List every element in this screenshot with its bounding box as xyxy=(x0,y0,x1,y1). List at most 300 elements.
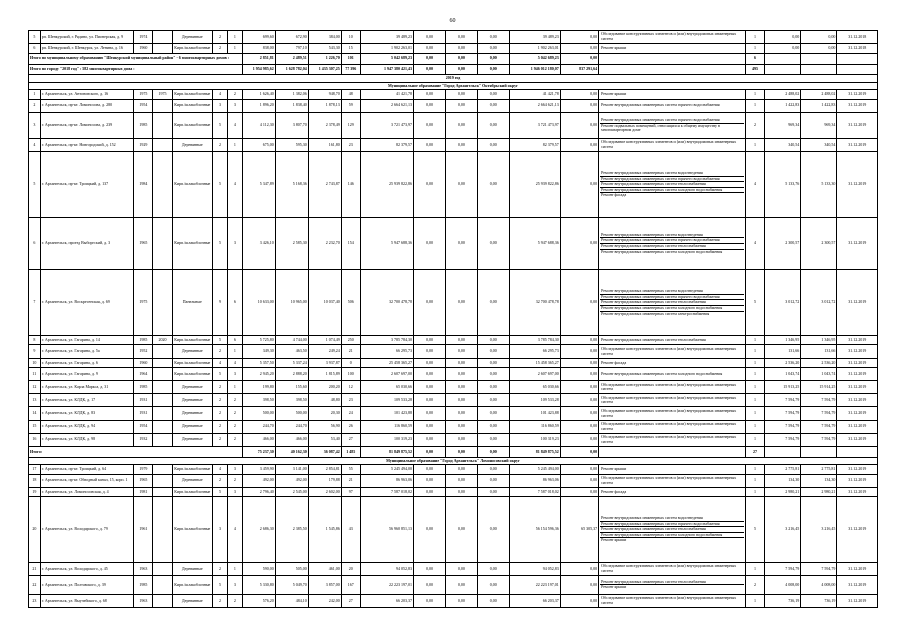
table-cell: 500,00 xyxy=(242,407,275,420)
table-cell: Кирп./шлакоблочные xyxy=(172,44,212,53)
table-cell: Кирп./шлакоблочные xyxy=(172,90,212,99)
table-cell: 1 946 012 180,07 xyxy=(509,64,560,75)
table-cell: 7 xyxy=(29,270,41,336)
table-cell: 1931 xyxy=(134,394,153,407)
table-cell xyxy=(153,575,172,594)
table-cell: 66 295,73 xyxy=(509,345,560,358)
table-cell: 82 379,57 xyxy=(509,138,560,151)
table-cell: 0,00 xyxy=(477,394,509,407)
table-cell: 41 421,78 xyxy=(509,90,560,99)
work-type: Ремонт внутридомовых инженерных систем теплоснабжения xyxy=(601,336,706,342)
table-cell: 0,00 xyxy=(445,407,477,420)
table-cell: 0,00 xyxy=(560,394,598,407)
work-types-cell xyxy=(599,217,746,270)
table-cell: Панельные xyxy=(172,270,212,336)
table-cell: 81 849 875,52 xyxy=(509,446,560,457)
table-cell: 2 xyxy=(213,407,228,420)
table-row xyxy=(29,217,878,270)
table-cell: 0,00 xyxy=(445,420,477,433)
table-cell xyxy=(837,446,878,457)
table-cell: 31.12.2019 xyxy=(837,112,878,138)
table-cell: 55 xyxy=(341,465,360,474)
work-type: Ремонт внутридомовых инженерных систем горячего водоснабжения xyxy=(600,294,744,300)
table-cell: 31.12.2019 xyxy=(837,381,878,394)
table-cell: 505,00 xyxy=(275,562,308,575)
table-cell: 0,00 xyxy=(560,474,598,487)
table-cell: 5 330,80 xyxy=(242,575,275,594)
table-row xyxy=(29,152,878,218)
table-cell: 1965 xyxy=(134,217,153,270)
table-cell: 41 421,78 xyxy=(360,90,413,99)
table-cell: 0,00 xyxy=(414,138,446,151)
table-cell: 31.12.2019 xyxy=(837,99,878,112)
table-cell: 31.12.2019 xyxy=(837,497,878,563)
table-cell: 340,54 xyxy=(801,138,837,151)
table-cell: 3 785 784,30 xyxy=(360,336,413,345)
table-cell: 2 980,21 xyxy=(801,487,837,496)
address-cell: г. Архангельск, пр-кт. Обводный канал, 15, корп. 1 xyxy=(40,474,134,487)
table-row xyxy=(29,381,878,394)
table-cell: 100 xyxy=(341,368,360,381)
work-type: Обследование конструктивных элементов и (или) внутридомовых инженерных систем xyxy=(601,345,737,356)
table-cell: Деревянные xyxy=(172,394,212,407)
table-cell: 31.12.2019 xyxy=(837,433,878,446)
table-cell: 7 594,79 xyxy=(765,433,801,446)
table-cell: 3 937,87 xyxy=(308,358,341,367)
table-cell: 2 xyxy=(213,433,228,446)
work-types-cell xyxy=(599,90,746,99)
work-types-cell xyxy=(599,336,746,345)
table-cell: 1963 xyxy=(134,594,153,607)
table-cell: 595,30 xyxy=(275,138,308,151)
work-type: Ремонт фасада xyxy=(601,488,627,494)
table-cell: 244,70 xyxy=(275,420,308,433)
table-cell: Кирп./шлакоблочные xyxy=(172,497,212,563)
table-cell: Деревянные xyxy=(172,474,212,487)
district-total-row xyxy=(29,446,878,457)
table-cell: 2 775,81 xyxy=(765,465,801,474)
table-cell: 0,00 xyxy=(560,336,598,345)
table-cell: 4 xyxy=(745,152,764,218)
table-cell: 4 008,00 xyxy=(765,575,801,594)
table-cell: 31.12.2019 xyxy=(837,575,878,594)
table-cell: 5 xyxy=(213,575,228,594)
table-cell: 134,30 xyxy=(801,474,837,487)
table-cell: 56 154 596,36 xyxy=(509,497,560,563)
work-types-cell xyxy=(599,112,746,138)
table-cell: 0,00 xyxy=(477,53,509,64)
table-cell: 5 xyxy=(745,270,764,336)
table-cell: 1974 xyxy=(134,31,153,44)
table-cell: 0,00 xyxy=(445,112,477,138)
table-cell: 1984 xyxy=(134,152,153,218)
table-cell: 0,00 xyxy=(414,152,446,218)
table-cell: 15 458 365,27 xyxy=(509,358,560,367)
table-cell: 1 xyxy=(227,381,242,394)
table-cell: 0,00 xyxy=(560,487,598,496)
table-cell: 4 xyxy=(227,358,242,367)
table-cell: 2 488,02 xyxy=(765,90,801,99)
table-cell: 5 xyxy=(213,217,228,270)
work-types-cell xyxy=(599,497,746,563)
table-cell: 155,60 xyxy=(275,381,308,394)
table-cell: 48 xyxy=(341,90,360,99)
table-cell: 0,00 xyxy=(445,152,477,218)
work-type: Ремонт внутридомовых инженерных систем теплоснабжения xyxy=(600,243,744,249)
table-row xyxy=(29,368,878,381)
work-type: Ремонт внутридомовых инженерных систем холодного водоснабжения xyxy=(600,187,744,193)
table-cell: 3 857,00 xyxy=(308,575,341,594)
table-cell: 0,00 xyxy=(560,420,598,433)
table-cell: 0,00 xyxy=(445,358,477,367)
table-cell xyxy=(153,99,172,112)
table-cell xyxy=(153,368,172,381)
table-cell: Деревянные xyxy=(172,381,212,394)
table-cell: 0,00 xyxy=(445,497,477,563)
table-cell: 249,24 xyxy=(308,345,341,358)
work-type: Ремонт внутридомовых инженерных систем горячего водоснабжения xyxy=(600,176,744,182)
table-cell: 9 xyxy=(29,345,41,358)
table-cell: 1985 xyxy=(134,381,153,394)
table-cell: 7 594,79 xyxy=(801,420,837,433)
table-row xyxy=(29,594,878,607)
table-cell: 31.12.2019 xyxy=(837,420,878,433)
table-cell: 0,00 xyxy=(445,99,477,112)
table-cell xyxy=(153,112,172,138)
table-cell: 0,00 xyxy=(560,381,598,394)
table-cell: 1952 xyxy=(134,345,153,358)
table-cell: 10 633,00 xyxy=(242,270,275,336)
table-cell: 31.12.2019 xyxy=(837,474,878,487)
table-cell: 200,20 xyxy=(308,381,341,394)
table-cell: 25 939 822,86 xyxy=(509,152,560,218)
table-cell: 2 xyxy=(227,594,242,607)
table-cell: 4 xyxy=(213,358,228,367)
table-cell: 4 744,00 xyxy=(275,336,308,345)
table-cell: 4 xyxy=(227,152,242,218)
table-cell: 31.12.2019 xyxy=(837,138,878,151)
table-cell: Деревянные xyxy=(172,31,212,44)
table-cell: 1 628 782,04 xyxy=(275,64,308,75)
table-cell: 3 721 473,97 xyxy=(509,112,560,138)
address-cell: рп. Шенкурский, г. Рядино, ул. Пионерская, д. 9 xyxy=(40,31,134,44)
table-cell: 39 489,23 xyxy=(509,31,560,44)
table-cell xyxy=(599,53,746,64)
table-cell: 3 xyxy=(213,497,228,563)
table-cell: 2 378,49 xyxy=(308,112,341,138)
table-cell: 1 xyxy=(227,31,242,44)
table-cell: 7 594,79 xyxy=(765,562,801,575)
table-cell: 161,80 xyxy=(308,138,341,151)
table-cell: 3 216,45 xyxy=(765,497,801,563)
table-cell xyxy=(153,407,172,420)
table-cell: 0,00 xyxy=(560,90,598,99)
table-cell: 492,00 xyxy=(275,474,308,487)
table-cell: 56 960 851,13 xyxy=(360,497,413,563)
table-cell: 484,10 xyxy=(275,594,308,607)
table-cell: 4 008,00 xyxy=(801,575,837,594)
work-type: Обследование конструктивных элементов и (или) внутридомовых инженерных систем xyxy=(601,139,737,150)
address-cell: г. Архангельск, ул. Гагарина, д. 5а xyxy=(40,345,134,358)
table-cell: 4 xyxy=(29,138,41,151)
table-cell: 101 423,88 xyxy=(360,407,413,420)
table-cell: 131,66 xyxy=(765,345,801,358)
table-cell: 6 xyxy=(745,53,764,64)
table-cell: 0,00 xyxy=(414,420,446,433)
table-cell: 349,30 xyxy=(242,345,275,358)
table-cell: 21 xyxy=(29,562,41,575)
table-cell: 0,00 xyxy=(445,270,477,336)
table-cell: 2 489,51 xyxy=(275,53,308,64)
table-cell: Кирп./шлакоблочные xyxy=(172,465,212,474)
table-cell: 1 xyxy=(745,594,764,607)
table-cell: 2 585,30 xyxy=(275,217,308,270)
table-cell: 797,10 xyxy=(275,44,308,53)
table-cell: 65 030,66 xyxy=(509,381,560,394)
table-cell: 7 594,79 xyxy=(801,407,837,420)
table-cell: 7 594,79 xyxy=(765,420,801,433)
work-type: Ремонт крыши xyxy=(601,466,627,472)
table-cell: Деревянные xyxy=(172,594,212,607)
table-cell: 5 xyxy=(213,487,228,496)
table-cell: 24 xyxy=(341,407,360,420)
work-types-cell xyxy=(599,368,746,381)
table-cell: 2 607 697,00 xyxy=(509,368,560,381)
table-cell: 384,00 xyxy=(308,31,341,44)
table-cell: 0,00 xyxy=(560,433,598,446)
table-cell xyxy=(765,64,801,75)
table-cell: 0,00 xyxy=(445,381,477,394)
table-cell: 0,00 xyxy=(414,53,446,64)
table-cell: 0,00 xyxy=(477,90,509,99)
address-cell: г. Архангельск, пр-кт. Троицкий, д. 64 xyxy=(40,465,134,474)
table-cell xyxy=(153,358,172,367)
table-cell: 0,00 xyxy=(477,381,509,394)
table-cell: 0,00 xyxy=(414,446,446,457)
table-cell xyxy=(801,53,837,64)
table-cell: 31.12.2019 xyxy=(837,465,878,474)
work-type: Ремонт внутридомовых инженерных систем теплоснабжения xyxy=(600,526,744,532)
table-cell: 2 796,40 xyxy=(242,487,275,496)
table-cell: 0,00 xyxy=(414,474,446,487)
table-cell: 2 854,81 xyxy=(308,465,341,474)
table-cell: 0,00 xyxy=(477,433,509,446)
table-cell: 506 xyxy=(341,270,360,336)
district-header xyxy=(29,82,878,89)
table-cell: 1 902 263,01 xyxy=(509,44,560,53)
work-types-cell xyxy=(599,152,746,218)
table-cell xyxy=(153,138,172,151)
table-cell: 19 xyxy=(29,487,41,496)
table-cell: 2 232,70 xyxy=(308,217,341,270)
table-cell: 100 319,23 xyxy=(360,433,413,446)
table-cell: 2 xyxy=(213,31,228,44)
table-cell: 40 162,30 xyxy=(275,446,308,457)
table-cell: 3 xyxy=(227,487,242,496)
table-cell: 0,00 xyxy=(445,53,477,64)
work-type: Ремонт внутридомовых инженерных систем холодного водоснабжения xyxy=(600,249,744,255)
table-cell: 1 422,83 xyxy=(801,99,837,112)
work-type: Ремонт подвальных помещений, относящихся к общему имуществу в многоквартирном доме xyxy=(600,123,744,133)
table-cell: 1985 xyxy=(134,336,153,345)
table-cell: 1 422,83 xyxy=(765,99,801,112)
table-cell: 0,00 xyxy=(414,336,446,345)
table-cell: 3 459,90 xyxy=(242,465,275,474)
table-cell: 53,40 xyxy=(308,433,341,446)
work-types-cell xyxy=(599,394,746,407)
table-cell: 2 xyxy=(29,99,41,112)
table-cell: 86 963,06 xyxy=(509,474,560,487)
work-type: Обследование конструктивных элементов и (или) внутридомовых инженерных систем xyxy=(601,475,737,485)
table-cell: 1981 xyxy=(134,487,153,496)
table-cell: 1 545,86 xyxy=(308,497,341,563)
table-cell: Кирп./шлакоблочные xyxy=(172,336,212,345)
table-cell: 2 607 697,00 xyxy=(360,368,413,381)
table-cell: 2 xyxy=(213,345,228,358)
table-row xyxy=(29,474,878,487)
address-cell: г. Архангельск, ул. Гагарина, д. 9 xyxy=(40,368,134,381)
work-type: Обследование конструктивных элементов и (или) внутридомовых инженерных систем xyxy=(601,407,737,418)
table-cell: 5 xyxy=(29,152,41,218)
table-cell: 0,00 xyxy=(414,381,446,394)
table-cell: 0,00 xyxy=(560,270,598,336)
table-cell: 0,00 xyxy=(445,465,477,474)
table-cell: 4 112,30 xyxy=(242,112,275,138)
table-cell: 5 245 494,00 xyxy=(360,465,413,474)
total-label: Итого по муниципальному образованию "Шенкурский муниципальный район" - 6 многоквартирных домов : xyxy=(29,53,243,64)
table-cell: 1 xyxy=(745,90,764,99)
table-cell: Кирп./шлакоблочные xyxy=(172,99,212,112)
table-cell: 129 xyxy=(341,112,360,138)
capital-repair-register-table xyxy=(28,30,878,608)
table-cell: 1 xyxy=(745,99,764,112)
table-cell: 0,00 xyxy=(560,562,598,575)
table-cell: 101 xyxy=(341,53,360,64)
table-cell: 27 xyxy=(745,446,764,457)
table-cell: 134,30 xyxy=(765,474,801,487)
table-cell: 3 xyxy=(213,99,228,112)
table-cell: 3 xyxy=(227,217,242,270)
table-cell: 1985 xyxy=(134,112,153,138)
table-cell: 0,00 xyxy=(445,446,477,457)
table-row xyxy=(29,31,878,44)
table-cell: 3 216,45 xyxy=(801,497,837,563)
table-row xyxy=(29,358,878,367)
table-cell xyxy=(153,474,172,487)
work-types-cell xyxy=(599,270,746,336)
table-cell: 2 664 621,13 xyxy=(509,99,560,112)
table-cell: 2 775,81 xyxy=(801,465,837,474)
table-cell: 15 xyxy=(341,44,360,53)
table-cell: Кирп./шлакоблочные xyxy=(172,112,212,138)
table-cell: 31.12.2019 xyxy=(837,358,878,367)
table-cell: 66 203,37 xyxy=(360,594,413,607)
table-cell: 2020 xyxy=(153,336,172,345)
table-cell: 7 594,79 xyxy=(765,394,801,407)
table-cell: 1 902 263,01 xyxy=(360,44,413,53)
table-cell: 250 xyxy=(341,336,360,345)
table-cell: 1 xyxy=(745,381,764,394)
table-cell: 65 305,37 xyxy=(560,497,598,563)
table-cell xyxy=(153,420,172,433)
table-cell: 242,00 xyxy=(308,594,341,607)
table-cell: 31.12.2019 xyxy=(837,270,878,336)
table-cell: 5 337,24 xyxy=(275,358,308,367)
work-types-cell xyxy=(599,345,746,358)
table-cell: 25 458 365,27 xyxy=(360,358,413,367)
table-cell: 2 xyxy=(227,433,242,446)
table-cell: 5 133,30 xyxy=(801,152,837,218)
work-type: Обследование конструктивных элементов и (или) внутридомовых инженерных систем xyxy=(601,381,737,392)
table-cell: 4 xyxy=(745,217,764,270)
table-cell: 0,00 xyxy=(477,112,509,138)
table-row xyxy=(29,487,878,496)
table-cell: 3 785 784,30 xyxy=(509,336,560,345)
table-cell: 5 347,89 xyxy=(242,152,275,218)
table-cell: 0,00 xyxy=(414,112,446,138)
work-type: Ремонт внутридомовых инженерных систем водоотведения xyxy=(601,169,703,175)
table-cell: 1 626,40 xyxy=(242,90,275,99)
table-cell: 0,00 xyxy=(560,44,598,53)
table-cell: 3 012,72 xyxy=(801,270,837,336)
address-cell: г. Архангельск, пр-кт. Ломоносова, д. 239 xyxy=(40,112,134,138)
table-cell: 10 xyxy=(341,31,360,44)
work-type: Ремонт внутридомовых инженерных систем горячего водоснабжения xyxy=(601,116,720,122)
table-cell: 116 860,59 xyxy=(360,420,413,433)
table-cell: 0,00 xyxy=(560,152,598,218)
table-cell: 2 536,20 xyxy=(765,358,801,367)
table-cell: 2 300,57 xyxy=(801,217,837,270)
table-cell xyxy=(765,446,801,457)
table-cell: 0,00 xyxy=(445,474,477,487)
table-cell: 500,00 xyxy=(275,407,308,420)
table-cell: Деревянные xyxy=(172,138,212,151)
table-cell: 10 037,40 xyxy=(308,270,341,336)
table-cell: 22 xyxy=(29,575,41,594)
work-type: Ремонт внутридомовых инженерных систем теплоснабжения xyxy=(601,578,706,584)
table-cell: 1 xyxy=(745,562,764,575)
address-cell: г. Архангельск, пр-кт. Новгородский, д. 152 xyxy=(40,138,134,151)
table-cell: 31.12.2019 xyxy=(837,368,878,381)
table-cell: 466,00 xyxy=(242,433,275,446)
table-cell: 0,00 xyxy=(445,64,477,75)
table-cell: 21 xyxy=(341,474,360,487)
table-cell: 0,00 xyxy=(477,487,509,496)
table-cell: 1 074,49 xyxy=(308,336,341,345)
table-cell: 1 838,40 xyxy=(275,99,308,112)
table-cell: 0,00 xyxy=(414,562,446,575)
work-types-cell xyxy=(599,44,746,53)
table-cell: 5 245 494,00 xyxy=(509,465,560,474)
table-cell: 0,00 xyxy=(445,368,477,381)
address-cell: г. Архангельск, ул. Гагарина, д. 6 xyxy=(40,358,134,367)
table-cell: 32 700 478,78 xyxy=(360,270,413,336)
table-cell: 22 223 197,01 xyxy=(360,575,413,594)
table-cell: 576,20 xyxy=(242,594,275,607)
table-row xyxy=(29,575,878,594)
table-row xyxy=(29,562,878,575)
table-cell: 5 947 688,36 xyxy=(509,217,560,270)
table-cell: 0,00 xyxy=(414,270,446,336)
table-cell: 3 141,00 xyxy=(275,465,308,474)
table-cell: 1 896,20 xyxy=(242,99,275,112)
table-cell: 2 xyxy=(227,394,242,407)
table-cell: 0,00 xyxy=(477,138,509,151)
address-cell: г. Архангельск, ул. Антоновского, д. 16 xyxy=(40,90,134,99)
table-cell: 0,00 xyxy=(477,270,509,336)
table-cell: 461,00 xyxy=(308,562,341,575)
table-cell: 0,00 xyxy=(560,99,598,112)
